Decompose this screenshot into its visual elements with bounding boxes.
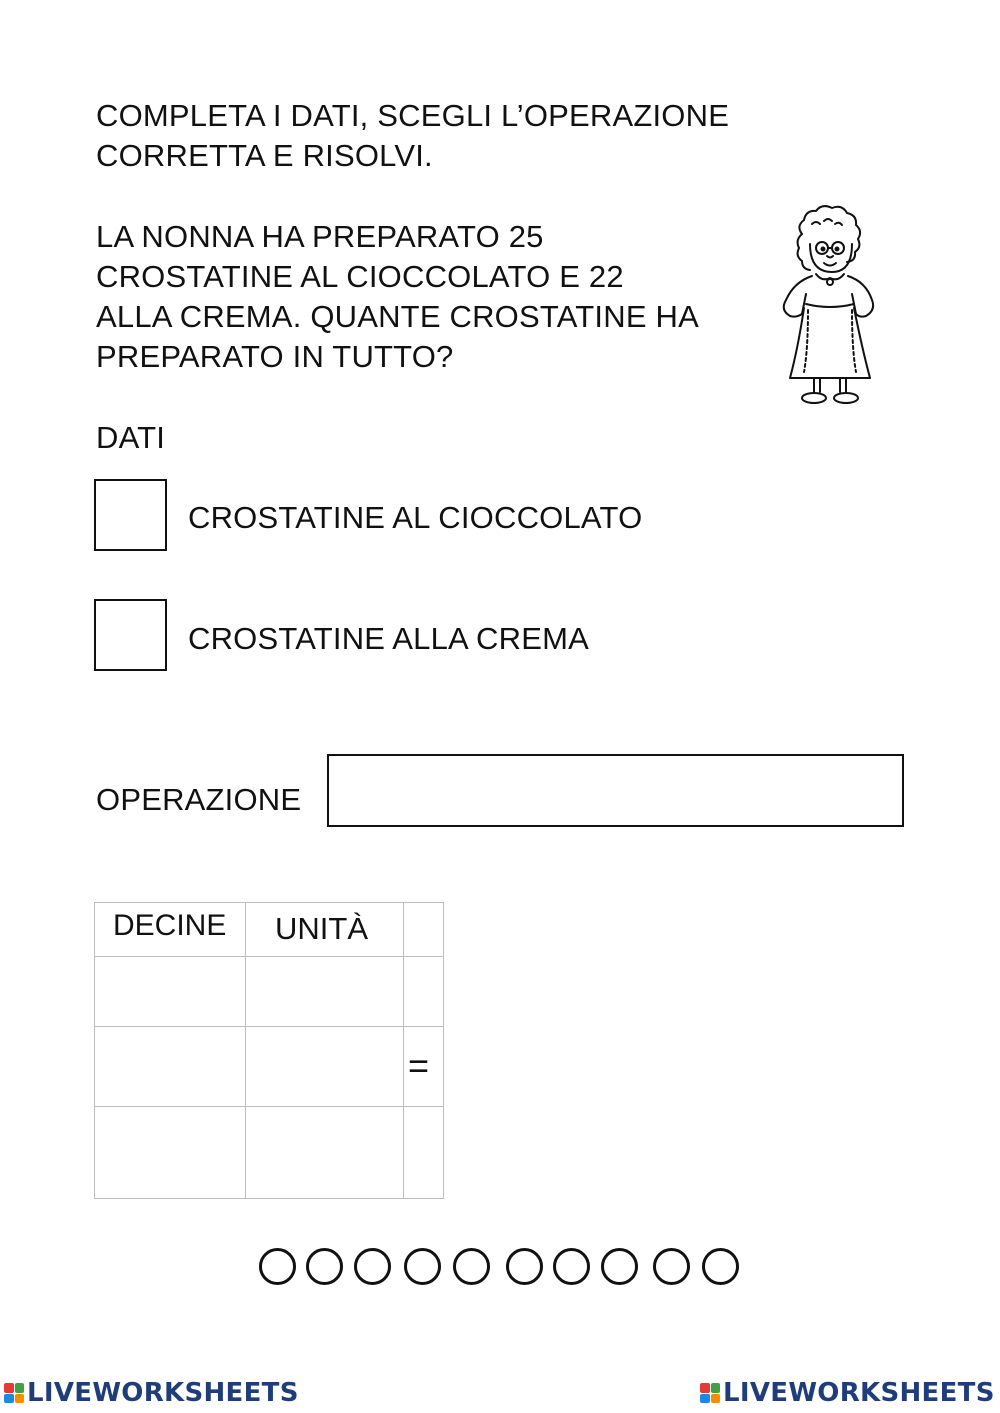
brand-name: LIVEWORKSHEETS: [723, 1378, 995, 1408]
tens-cell-row-1[interactable]: [96, 957, 245, 1026]
units-cell-row-1[interactable]: [247, 957, 403, 1026]
liveworksheets-mark-icon: [700, 1383, 720, 1403]
cream-label: CROSTATINE ALLA CREMA: [188, 621, 589, 656]
tens-cell-result[interactable]: [96, 1107, 245, 1198]
grid-line: [245, 902, 246, 1199]
chocolate-count-input[interactable]: [94, 479, 167, 551]
answer-circle[interactable]: [702, 1248, 739, 1285]
grid-line: [94, 902, 444, 903]
cream-count-input[interactable]: [94, 599, 167, 671]
dati-title: DATI: [96, 420, 166, 455]
header-tens: DECINE: [113, 909, 227, 942]
answer-circle[interactable]: [306, 1248, 343, 1285]
answer-circle[interactable]: [259, 1248, 296, 1285]
instructions-line-1: COMPLETA I DATI, SCEGLI L’OPERAZIONE: [96, 98, 730, 133]
problem-line-1: LA NONNA HA PREPARATO 25: [96, 219, 544, 254]
problem-line-4: PREPARATO IN TUTTO?: [96, 339, 454, 374]
brand-name: LIVEWORKSHEETS: [27, 1378, 299, 1408]
units-cell-row-2[interactable]: [247, 1027, 403, 1106]
grid-line: [403, 902, 404, 1199]
answer-circle[interactable]: [506, 1248, 543, 1285]
instructions-line-2: CORRETTA E RISOLVI.: [96, 138, 433, 173]
units-cell-result[interactable]: [247, 1107, 403, 1198]
problem-text: [96, 217, 699, 377]
grid-line: [443, 902, 444, 1199]
grid-line: [94, 902, 95, 1199]
liveworksheets-logo-right: [700, 1378, 995, 1408]
answer-circle[interactable]: [404, 1248, 441, 1285]
grid-line: [94, 1198, 444, 1199]
liveworksheets-mark-icon: [4, 1383, 24, 1403]
grandmother-illustration: [772, 204, 876, 418]
liveworksheets-logo-left: [4, 1378, 299, 1408]
instructions: [96, 96, 729, 176]
chocolate-label: CROSTATINE AL CIOCCOLATO: [188, 500, 643, 535]
operation-input[interactable]: [327, 754, 904, 827]
equals-sign: =: [408, 1045, 430, 1086]
answer-circle[interactable]: [453, 1248, 490, 1285]
problem-line-3: ALLA CREMA. QUANTE CROSTATINE HA: [96, 299, 699, 334]
answer-circle[interactable]: [653, 1248, 690, 1285]
answer-circle[interactable]: [553, 1248, 590, 1285]
problem-line-2: CROSTATINE AL CIOCCOLATO E 22: [96, 259, 624, 294]
operation-label: OPERAZIONE: [96, 782, 302, 817]
header-units: UNITÀ: [275, 911, 368, 946]
answer-circle[interactable]: [601, 1248, 638, 1285]
answer-circle[interactable]: [354, 1248, 391, 1285]
tens-cell-row-2[interactable]: [96, 1027, 245, 1106]
